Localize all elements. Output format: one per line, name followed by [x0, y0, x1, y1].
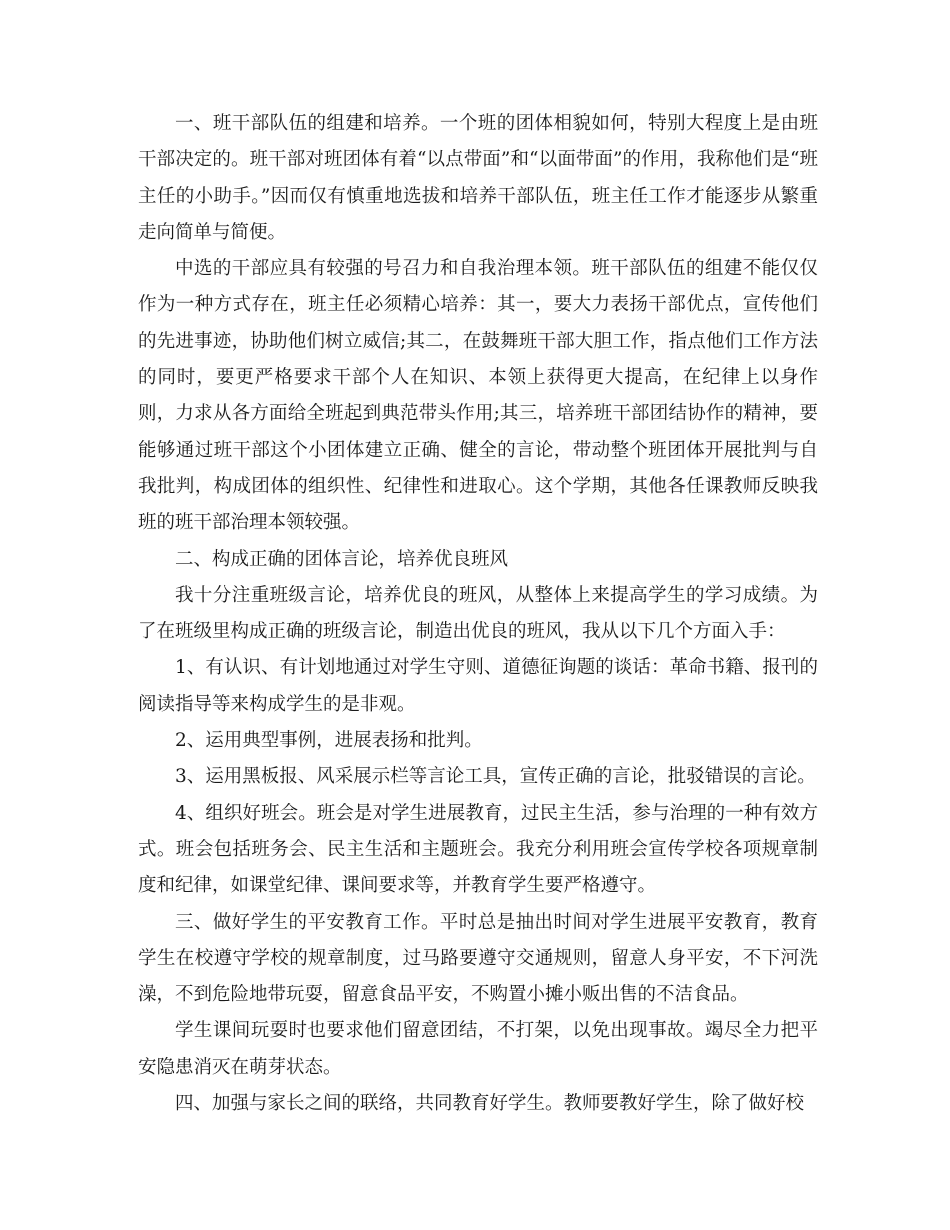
paragraph-8: 4、组织好班会。班会是对学生进展教育，过民主生活，参与治理的一种有效方式。班会包括班务会、民主生活和主题班会。我充分利用班会宣传学校各项规章制度和纪律，如课堂纪律、课间要求等，并教育学生要严格遵守。 [138, 802, 818, 897]
document-body [138, 106, 818, 1122]
paragraph-1: 一、班干部队伍的组建和培养。一个班的团体相貌如何，特别大程度上是由班干部决定的。班干部对班团体有着“以点带面”和“以面带面”的作用，我称他们是“班主任的小助手。”因而仅有慎重地选拔和培养干部队伍，班主任工作才能逐步从繁重走向简单与简便。 [138, 113, 818, 243]
paragraph-11: 四、加强与家长之间的联络，共同教育好学生。教师要教好学生，除了做好校 [175, 1093, 805, 1115]
paragraph-2: 中选的干部应具有较强的号召力和自我治理本领。班干部队伍的组建不能仅仅作为一种方式存在，班主任必须精心培养：其一，要大力表扬干部优点，宣传他们的先进事迹，协助他们树立威信;其二，在鼓舞班干部大胆工作，指点他们工作方法的同时，要更严格要求干部个人在知识、本领上获得更大提高，在纪律上以身作则，力求从各方面给全班起到典范带头作用;其三，培养班干部团结协作的精神，要能够通过班干部这个小团体建立正确、健全的言论，带动整个班团体开展批判与自我批判，构成团体的组织性、纪律性和进取心。这个学期，其他各任课教师反映我班的班干部治理本领较强。 [138, 258, 818, 534]
paragraph-4: 我十分注重班级言论，培养优良的班风，从整体上来提高学生的学习成绩。为了在班级里构成正确的班级言论，制造出优良的班风，我从以下几个方面入手： [138, 584, 818, 643]
paragraph-7: 3、运用黑板报、风采展示栏等言论工具，宣传正确的言论，批驳错误的言论。 [175, 766, 816, 788]
paragraph-10: 学生课间玩耍时也要求他们留意团结，不打架，以免出现事故。竭尽全力把平安隐患消灭在萌芽状态。 [138, 1020, 818, 1078]
paragraph-3: 二、构成正确的团体言论，培养优良班风 [175, 548, 509, 570]
paragraph-6: 2、运用典型事例，进展表扬和批判。 [175, 730, 483, 752]
paragraph-5: 1、有认识、有计划地通过对学生守则、道德征询题的谈话：革命书籍、报刊的阅读指导等来构成学生的是非观。 [138, 657, 818, 715]
paragraph-9: 三、做好学生的平安教育工作。平时总是抽出时间对学生进展平安教育，教育学生在校遵守学校的规章制度，过马路要遵守交通规则，留意人身平安，不下河洗澡，不到危险地带玩耍，留意食品平安，不购置小摊小贩出售的不洁食品。 [138, 911, 818, 1006]
